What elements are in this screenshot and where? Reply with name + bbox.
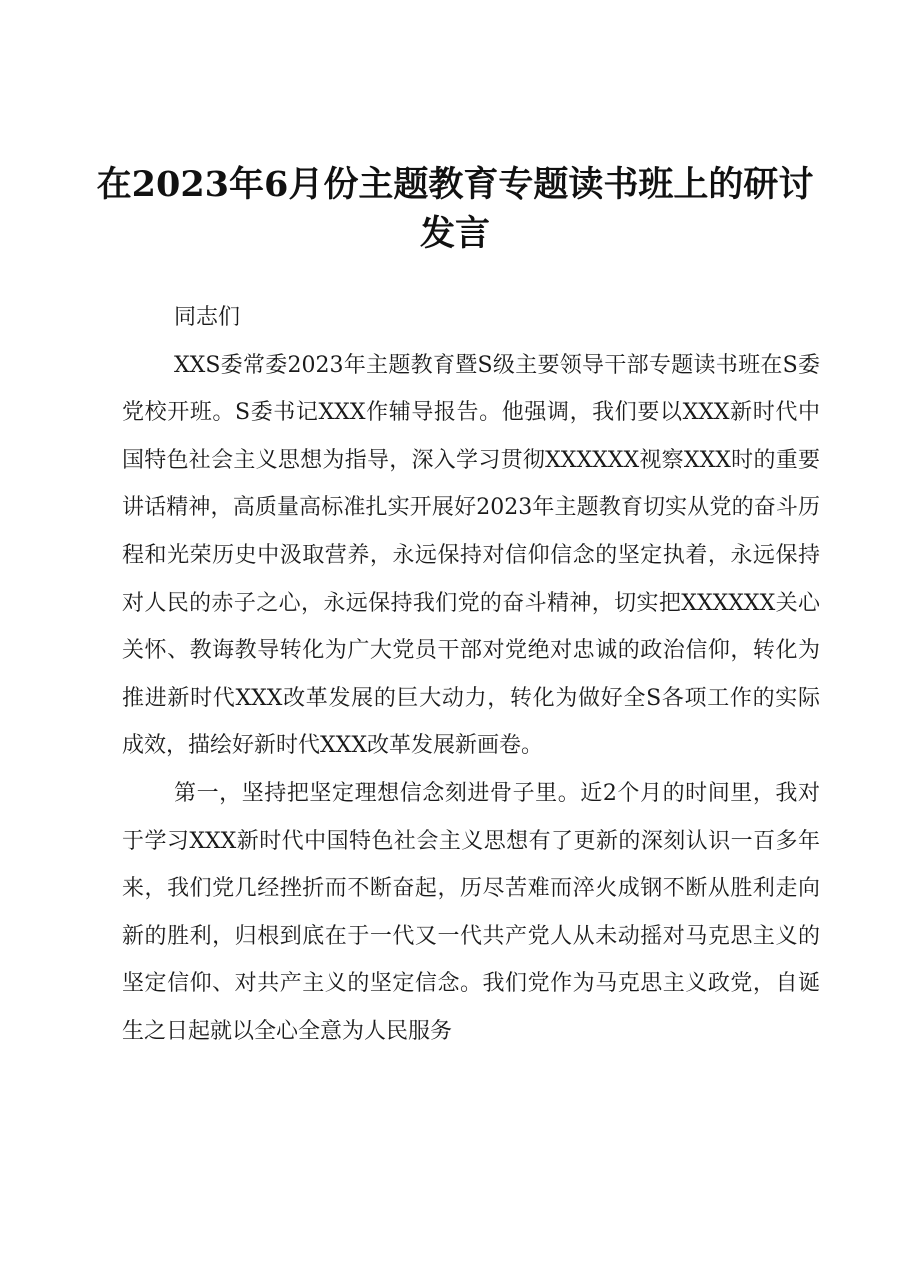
paragraph-1: XXS委常委2023年主题教育暨S级主要领导干部专题读书班在S委党校开班。S委书记XXX作辅导报告。他强调，我们要以XXX新时代中国特色社会主义思想为指导，深入学习贯彻XXXXXX视察XXX时的重要讲话精神，高质量高标准扎实开展好2023年主题教育切实从党的奋斗历程和光荣历史中汲取营养，永远保持对信仰信念的坚定执着，永远保持对人民的赤子之心，永远保持我们党的奋斗精神，切实把XXXXXX关心关怀、教诲教导转化为广大党员干部对党绝对忠诚的政治信仰，转化为推进新时代XXX改革发展的巨大动力，转化为做好全S各项工作的实际成效，描绘好新时代XXX改革发展新画卷。 — [122, 352, 820, 759]
salutation: 同志们 — [174, 305, 241, 330]
document-title: 在2023年6月份主题教育专题读书班上的研讨发言 — [96, 164, 814, 254]
paragraph-2: 第一，坚持把坚定理想信念刻进骨子里。近2个月的时间里，我对于学习XXX新时代中国特色社会主义思想有了更新的深刻认识一百多年来，我们党几经挫折而不断奋起，历尽苦难而淬火成钢不断从胜利走向新的胜利，归根到底在于一代又一代共产党人从未动摇对马克思主义的坚定信仰、对共产主义的坚定信念。我们党作为马克思主义政党，自诞生之日起就以全心全意为人民服务 — [122, 780, 820, 1044]
document-body — [122, 294, 820, 1056]
